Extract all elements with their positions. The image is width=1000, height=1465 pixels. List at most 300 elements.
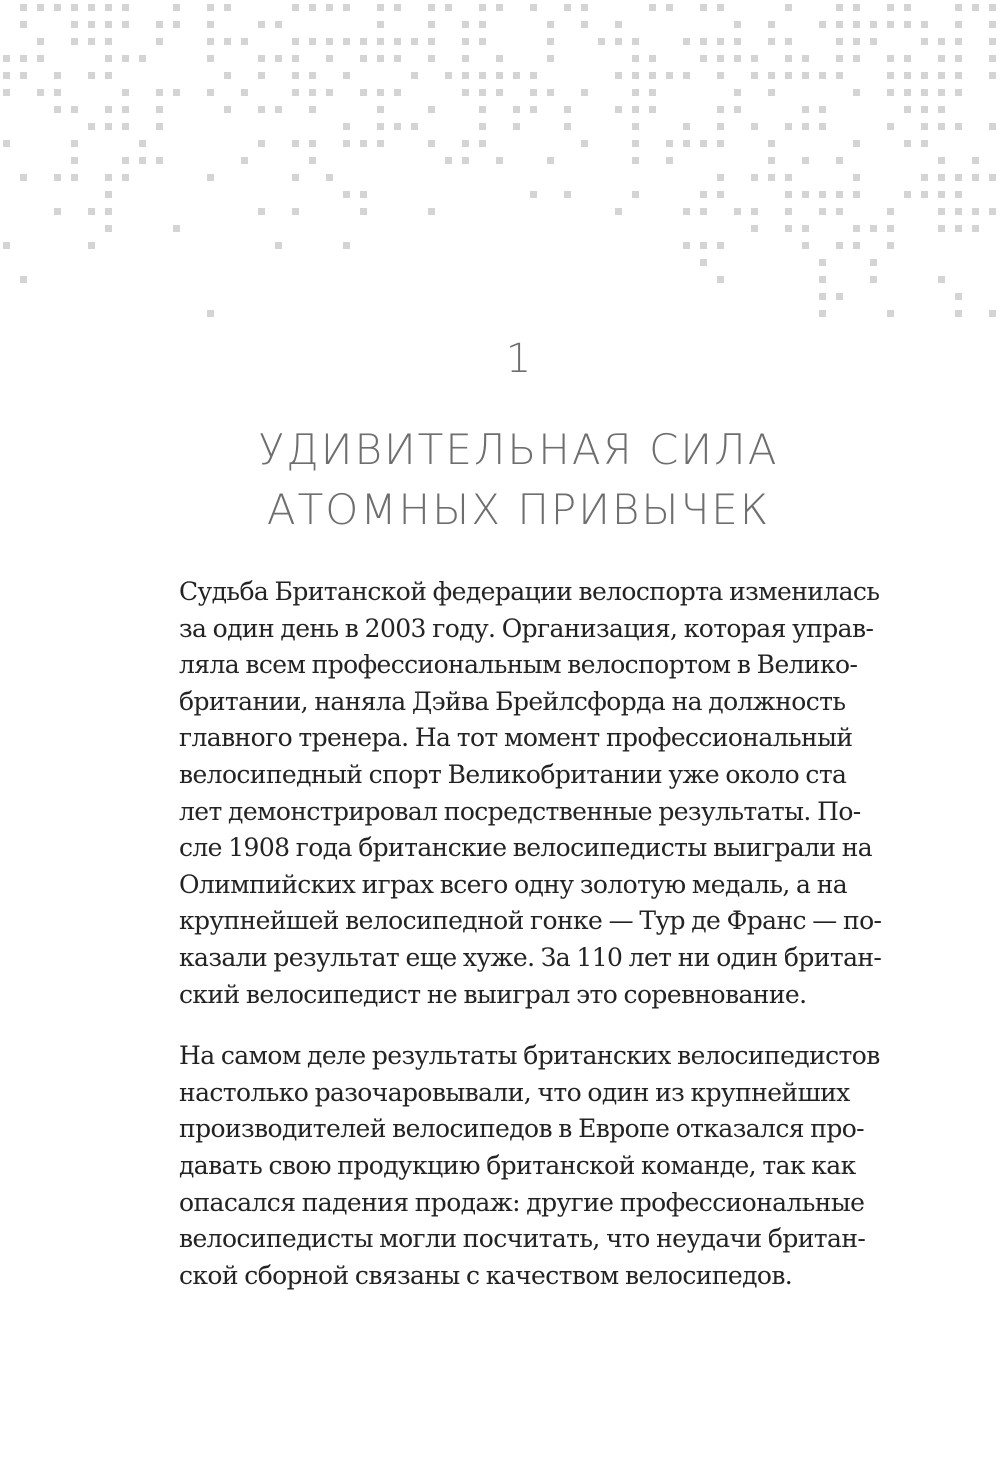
decorative-dot xyxy=(802,123,809,130)
decorative-dot xyxy=(105,208,112,215)
decorative-dot xyxy=(887,208,894,215)
decorative-dot xyxy=(683,208,690,215)
chapter-title-line-2: АТОМНЫХ ПРИВЫЧЕК xyxy=(266,485,771,534)
decorative-dot xyxy=(938,123,945,130)
decorative-dot xyxy=(955,208,962,215)
decorative-dot xyxy=(462,89,469,96)
decorative-dot xyxy=(717,123,724,130)
decorative-dot xyxy=(904,106,911,113)
decorative-dot xyxy=(462,157,469,164)
decorative-dot xyxy=(71,4,78,11)
decorative-dot xyxy=(955,21,962,28)
decorative-dot xyxy=(853,55,860,62)
chapter-body xyxy=(179,574,882,1319)
decorative-dot xyxy=(836,191,843,198)
decorative-dot xyxy=(37,55,44,62)
decorative-dot xyxy=(581,140,588,147)
decorative-dot xyxy=(139,157,146,164)
decorative-dot xyxy=(802,72,809,79)
decorative-dot xyxy=(700,191,707,198)
decorative-dot xyxy=(564,123,571,130)
decorative-dot xyxy=(207,310,214,317)
decorative-dot xyxy=(632,157,639,164)
decorative-dot xyxy=(615,72,622,79)
decorative-dot xyxy=(530,89,537,96)
decorative-dot xyxy=(292,89,299,96)
decorative-dot xyxy=(802,191,809,198)
decorative-dot xyxy=(71,38,78,45)
decorative-dot xyxy=(122,157,129,164)
decorative-dot xyxy=(88,242,95,249)
decorative-dot xyxy=(309,140,316,147)
decorative-dot xyxy=(972,4,979,11)
decorative-dot xyxy=(462,55,469,62)
decorative-dot xyxy=(207,89,214,96)
decorative-dot xyxy=(717,242,724,249)
decorative-dot xyxy=(20,21,27,28)
decorative-dot xyxy=(972,174,979,181)
decorative-dot xyxy=(717,72,724,79)
decorative-dot xyxy=(734,106,741,113)
decorative-dot xyxy=(122,106,129,113)
decorative-dot xyxy=(904,55,911,62)
decorative-dot xyxy=(88,123,95,130)
decorative-dot xyxy=(20,55,27,62)
decorative-dot xyxy=(853,225,860,232)
decorative-dot xyxy=(88,208,95,215)
decorative-dot xyxy=(411,123,418,130)
decorative-dot xyxy=(989,123,996,130)
decorative-dot xyxy=(751,208,758,215)
decorative-dot xyxy=(3,242,10,249)
decorative-dot xyxy=(734,55,741,62)
decorative-dot xyxy=(309,157,316,164)
decorative-dot xyxy=(785,174,792,181)
decorative-dot xyxy=(717,106,724,113)
decorative-dot xyxy=(3,72,10,79)
decorative-dot xyxy=(530,106,537,113)
decorative-dot xyxy=(989,21,996,28)
decorative-dot xyxy=(819,310,826,317)
decorative-dot xyxy=(71,106,78,113)
decorative-dot xyxy=(853,89,860,96)
decorative-dot xyxy=(921,123,928,130)
decorative-dot xyxy=(462,72,469,79)
decorative-dot xyxy=(904,4,911,11)
decorative-dot xyxy=(785,208,792,215)
decorative-dot xyxy=(309,106,316,113)
decorative-dot xyxy=(768,174,775,181)
decorative-dot xyxy=(411,38,418,45)
decorative-dot xyxy=(870,259,877,266)
decorative-dot xyxy=(768,140,775,147)
decorative-dot xyxy=(428,106,435,113)
decorative-dot xyxy=(513,106,520,113)
decorative-dot xyxy=(955,4,962,11)
decorative-dot xyxy=(853,4,860,11)
decorative-dot xyxy=(445,157,452,164)
decorative-dot xyxy=(921,191,928,198)
decorative-dot xyxy=(632,123,639,130)
decorative-dot xyxy=(938,174,945,181)
decorative-dot xyxy=(513,72,520,79)
decorative-dot xyxy=(819,123,826,130)
decorative-dot xyxy=(768,21,775,28)
decorative-dot xyxy=(462,21,469,28)
decorative-dot xyxy=(666,140,673,147)
decorative-dot xyxy=(394,38,401,45)
decorative-dot xyxy=(377,38,384,45)
text-line: ский велосипедист не выиграл это соревнование. xyxy=(179,979,807,1009)
decorative-dot xyxy=(955,89,962,96)
decorative-dot xyxy=(836,242,843,249)
decorative-dot xyxy=(819,293,826,300)
decorative-dot xyxy=(343,38,350,45)
decorative-dot xyxy=(734,21,741,28)
decorative-dot xyxy=(292,4,299,11)
decorative-dot xyxy=(615,106,622,113)
text-line: сле 1908 года британские велосипедисты выиграли на xyxy=(179,833,873,863)
text-line: Олимпийских играх всего одну золотую медаль, а на xyxy=(179,869,848,899)
decorative-dot xyxy=(105,123,112,130)
decorative-dot xyxy=(717,38,724,45)
decorative-dot xyxy=(71,21,78,28)
decorative-dot xyxy=(870,21,877,28)
text-line: главного тренера. На тот момент профессиональный xyxy=(179,723,853,753)
decorative-dot xyxy=(632,38,639,45)
decorative-dot xyxy=(785,191,792,198)
decorative-dot xyxy=(632,191,639,198)
decorative-dot xyxy=(309,72,316,79)
decorative-dot xyxy=(921,21,928,28)
decorative-dot xyxy=(921,106,928,113)
text-line: производителей велосипедов в Европе отказался про- xyxy=(179,1114,865,1144)
decorative-dot xyxy=(904,89,911,96)
decorative-dot xyxy=(326,38,333,45)
decorative-dot xyxy=(683,242,690,249)
decorative-dot xyxy=(258,140,265,147)
decorative-dot xyxy=(785,55,792,62)
decorative-dot xyxy=(343,242,350,249)
decorative-dot xyxy=(292,38,299,45)
decorative-dot xyxy=(819,191,826,198)
decorative-dot xyxy=(258,72,265,79)
decorative-dot xyxy=(377,123,384,130)
decorative-dot xyxy=(938,157,945,164)
decorative-dot xyxy=(615,21,622,28)
decorative-dot xyxy=(887,225,894,232)
decorative-dot xyxy=(20,174,27,181)
decorative-dot xyxy=(207,38,214,45)
decorative-dot xyxy=(292,174,299,181)
decorative-dot xyxy=(955,174,962,181)
decorative-dot xyxy=(887,123,894,130)
decorative-dot xyxy=(326,4,333,11)
decorative-dot xyxy=(3,140,10,147)
decorative-dot xyxy=(360,208,367,215)
decorative-dot xyxy=(938,208,945,215)
decorative-dot xyxy=(20,72,27,79)
decorative-dot xyxy=(751,55,758,62)
decorative-dot xyxy=(649,55,656,62)
chapter-number: 1 xyxy=(505,336,532,382)
decorative-dot xyxy=(700,55,707,62)
decorative-dot xyxy=(377,21,384,28)
decorative-dot xyxy=(156,106,163,113)
decorative-dot xyxy=(428,208,435,215)
decorative-dot xyxy=(564,191,571,198)
text-line: велосипедисты могли посчитать, что неудачи британ- xyxy=(179,1224,866,1254)
decorative-dot xyxy=(207,174,214,181)
decorative-dot xyxy=(530,4,537,11)
decorative-dot xyxy=(615,38,622,45)
decorative-dot xyxy=(819,21,826,28)
decorative-dot xyxy=(632,106,639,113)
decorative-dot xyxy=(989,310,996,317)
decorative-dot xyxy=(292,140,299,147)
decorative-dot xyxy=(700,4,707,11)
decorative-dot xyxy=(904,140,911,147)
decorative-dot xyxy=(156,38,163,45)
decorative-dot xyxy=(326,174,333,181)
decorative-dot xyxy=(343,4,350,11)
decorative-dot xyxy=(785,225,792,232)
chapter-title xyxy=(0,420,1000,540)
text-line: опасался падения продаж: другие профессиональные xyxy=(179,1187,865,1217)
decorative-dot xyxy=(870,38,877,45)
decorative-dot xyxy=(462,38,469,45)
decorative-dot xyxy=(394,89,401,96)
decorative-dot xyxy=(547,38,554,45)
decorative-dot xyxy=(768,157,775,164)
decorative-dot xyxy=(853,191,860,198)
decorative-dot xyxy=(54,106,61,113)
decorative-dot xyxy=(3,89,10,96)
decorative-dot xyxy=(394,55,401,62)
decorative-dot xyxy=(666,72,673,79)
decorative-dot xyxy=(751,123,758,130)
decorative-dot xyxy=(853,21,860,28)
decorative-dot xyxy=(105,174,112,181)
decorative-dot xyxy=(224,106,231,113)
decorative-dot xyxy=(309,38,316,45)
decorative-dot xyxy=(734,89,741,96)
decorative-dot xyxy=(836,72,843,79)
decorative-dot xyxy=(258,106,265,113)
text-line: велосипедный спорт Великобритании уже около ста xyxy=(179,759,847,789)
decorative-dot xyxy=(819,276,826,283)
decorative-dot xyxy=(445,4,452,11)
decorative-dot xyxy=(802,225,809,232)
decorative-dot xyxy=(479,106,486,113)
decorative-dot-pattern xyxy=(0,0,1000,330)
decorative-dot xyxy=(241,89,248,96)
decorative-dot xyxy=(887,310,894,317)
decorative-dot xyxy=(360,89,367,96)
decorative-dot xyxy=(173,225,180,232)
text-line: казали результат еще хуже. За 110 лет ни один британ- xyxy=(179,942,882,972)
decorative-dot xyxy=(938,225,945,232)
decorative-dot xyxy=(836,4,843,11)
decorative-dot xyxy=(717,55,724,62)
decorative-dot xyxy=(564,106,571,113)
decorative-dot xyxy=(309,4,316,11)
decorative-dot xyxy=(649,72,656,79)
decorative-dot xyxy=(717,140,724,147)
decorative-dot xyxy=(479,140,486,147)
decorative-dot xyxy=(173,4,180,11)
decorative-dot xyxy=(887,55,894,62)
decorative-dot xyxy=(122,55,129,62)
decorative-dot xyxy=(700,242,707,249)
decorative-dot xyxy=(139,55,146,62)
decorative-dot xyxy=(700,208,707,215)
decorative-dot xyxy=(921,38,928,45)
decorative-dot xyxy=(785,4,792,11)
chapter-title-line-1: УДИВИТЕЛЬНАЯ СИЛА xyxy=(258,425,779,474)
decorative-dot xyxy=(377,55,384,62)
decorative-dot xyxy=(258,55,265,62)
decorative-dot xyxy=(343,140,350,147)
decorative-dot xyxy=(785,72,792,79)
decorative-dot xyxy=(88,4,95,11)
text-line: крупнейшей велосипедной гонке — Тур де Франс — по- xyxy=(179,906,882,936)
decorative-dot xyxy=(564,4,571,11)
decorative-dot xyxy=(343,72,350,79)
decorative-dot xyxy=(904,72,911,79)
decorative-dot xyxy=(275,106,282,113)
decorative-dot xyxy=(700,259,707,266)
decorative-dot xyxy=(887,21,894,28)
decorative-dot xyxy=(853,174,860,181)
decorative-dot xyxy=(666,4,673,11)
decorative-dot xyxy=(479,72,486,79)
decorative-dot xyxy=(37,4,44,11)
decorative-dot xyxy=(156,21,163,28)
decorative-dot xyxy=(683,72,690,79)
decorative-dot xyxy=(819,208,826,215)
decorative-dot xyxy=(751,174,758,181)
decorative-dot xyxy=(955,123,962,130)
decorative-dot xyxy=(173,89,180,96)
decorative-dot xyxy=(54,174,61,181)
decorative-dot xyxy=(428,55,435,62)
decorative-dot xyxy=(105,4,112,11)
text-line: ляла всем профессиональным велоспортом в Велико- xyxy=(179,650,858,680)
decorative-dot xyxy=(887,242,894,249)
decorative-dot xyxy=(955,55,962,62)
decorative-dot xyxy=(972,225,979,232)
decorative-dot xyxy=(224,38,231,45)
decorative-dot xyxy=(275,55,282,62)
decorative-dot xyxy=(292,55,299,62)
decorative-dot xyxy=(105,72,112,79)
decorative-dot xyxy=(989,4,996,11)
decorative-dot xyxy=(394,4,401,11)
decorative-dot xyxy=(581,89,588,96)
decorative-dot xyxy=(921,140,928,147)
decorative-dot xyxy=(632,72,639,79)
decorative-dot xyxy=(836,157,843,164)
decorative-dot xyxy=(989,38,996,45)
decorative-dot xyxy=(683,123,690,130)
decorative-dot xyxy=(275,21,282,28)
decorative-dot xyxy=(836,293,843,300)
decorative-dot xyxy=(530,191,537,198)
decorative-dot xyxy=(870,225,877,232)
decorative-dot xyxy=(632,55,639,62)
decorative-dot xyxy=(275,242,282,249)
decorative-dot xyxy=(71,157,78,164)
decorative-dot xyxy=(105,106,112,113)
decorative-dot xyxy=(428,140,435,147)
decorative-dot xyxy=(955,310,962,317)
decorative-dot xyxy=(513,123,520,130)
decorative-dot xyxy=(428,21,435,28)
decorative-dot xyxy=(105,225,112,232)
decorative-dot xyxy=(377,4,384,11)
decorative-dot xyxy=(479,89,486,96)
text-line: давать свою продукцию британской команде, так как xyxy=(179,1150,856,1180)
decorative-dot xyxy=(326,89,333,96)
decorative-dot xyxy=(173,21,180,28)
decorative-dot xyxy=(3,55,10,62)
decorative-dot xyxy=(717,4,724,11)
decorative-dot xyxy=(156,89,163,96)
decorative-dot xyxy=(496,55,503,62)
decorative-dot xyxy=(445,72,452,79)
decorative-dot xyxy=(547,89,554,96)
decorative-dot xyxy=(241,157,248,164)
decorative-dot xyxy=(88,72,95,79)
decorative-dot xyxy=(105,191,112,198)
decorative-dot xyxy=(802,242,809,249)
decorative-dot xyxy=(139,140,146,147)
decorative-dot xyxy=(955,293,962,300)
decorative-dot xyxy=(581,21,588,28)
decorative-dot xyxy=(768,89,775,96)
decorative-dot xyxy=(615,208,622,215)
text-line: настолько разочаровывали, что один из крупнейших xyxy=(179,1077,850,1107)
decorative-dot xyxy=(717,191,724,198)
decorative-dot xyxy=(955,38,962,45)
decorative-dot xyxy=(836,208,843,215)
decorative-dot xyxy=(105,38,112,45)
decorative-dot xyxy=(496,4,503,11)
decorative-dot xyxy=(768,38,775,45)
decorative-dot xyxy=(819,106,826,113)
decorative-dot xyxy=(37,38,44,45)
decorative-dot xyxy=(853,242,860,249)
decorative-dot xyxy=(411,72,418,79)
decorative-dot xyxy=(360,140,367,147)
decorative-dot xyxy=(343,191,350,198)
decorative-dot xyxy=(887,89,894,96)
decorative-dot xyxy=(496,89,503,96)
decorative-dot xyxy=(683,140,690,147)
text-line: лет демонстрировал посредственные результаты. По- xyxy=(179,796,861,826)
decorative-dot xyxy=(870,276,877,283)
decorative-dot xyxy=(938,55,945,62)
decorative-dot xyxy=(156,123,163,130)
decorative-dot xyxy=(581,4,588,11)
decorative-dot xyxy=(122,21,129,28)
decorative-dot xyxy=(649,89,656,96)
decorative-dot xyxy=(989,55,996,62)
decorative-dot xyxy=(122,123,129,130)
paragraph-2 xyxy=(179,1038,880,1294)
decorative-dot xyxy=(734,38,741,45)
